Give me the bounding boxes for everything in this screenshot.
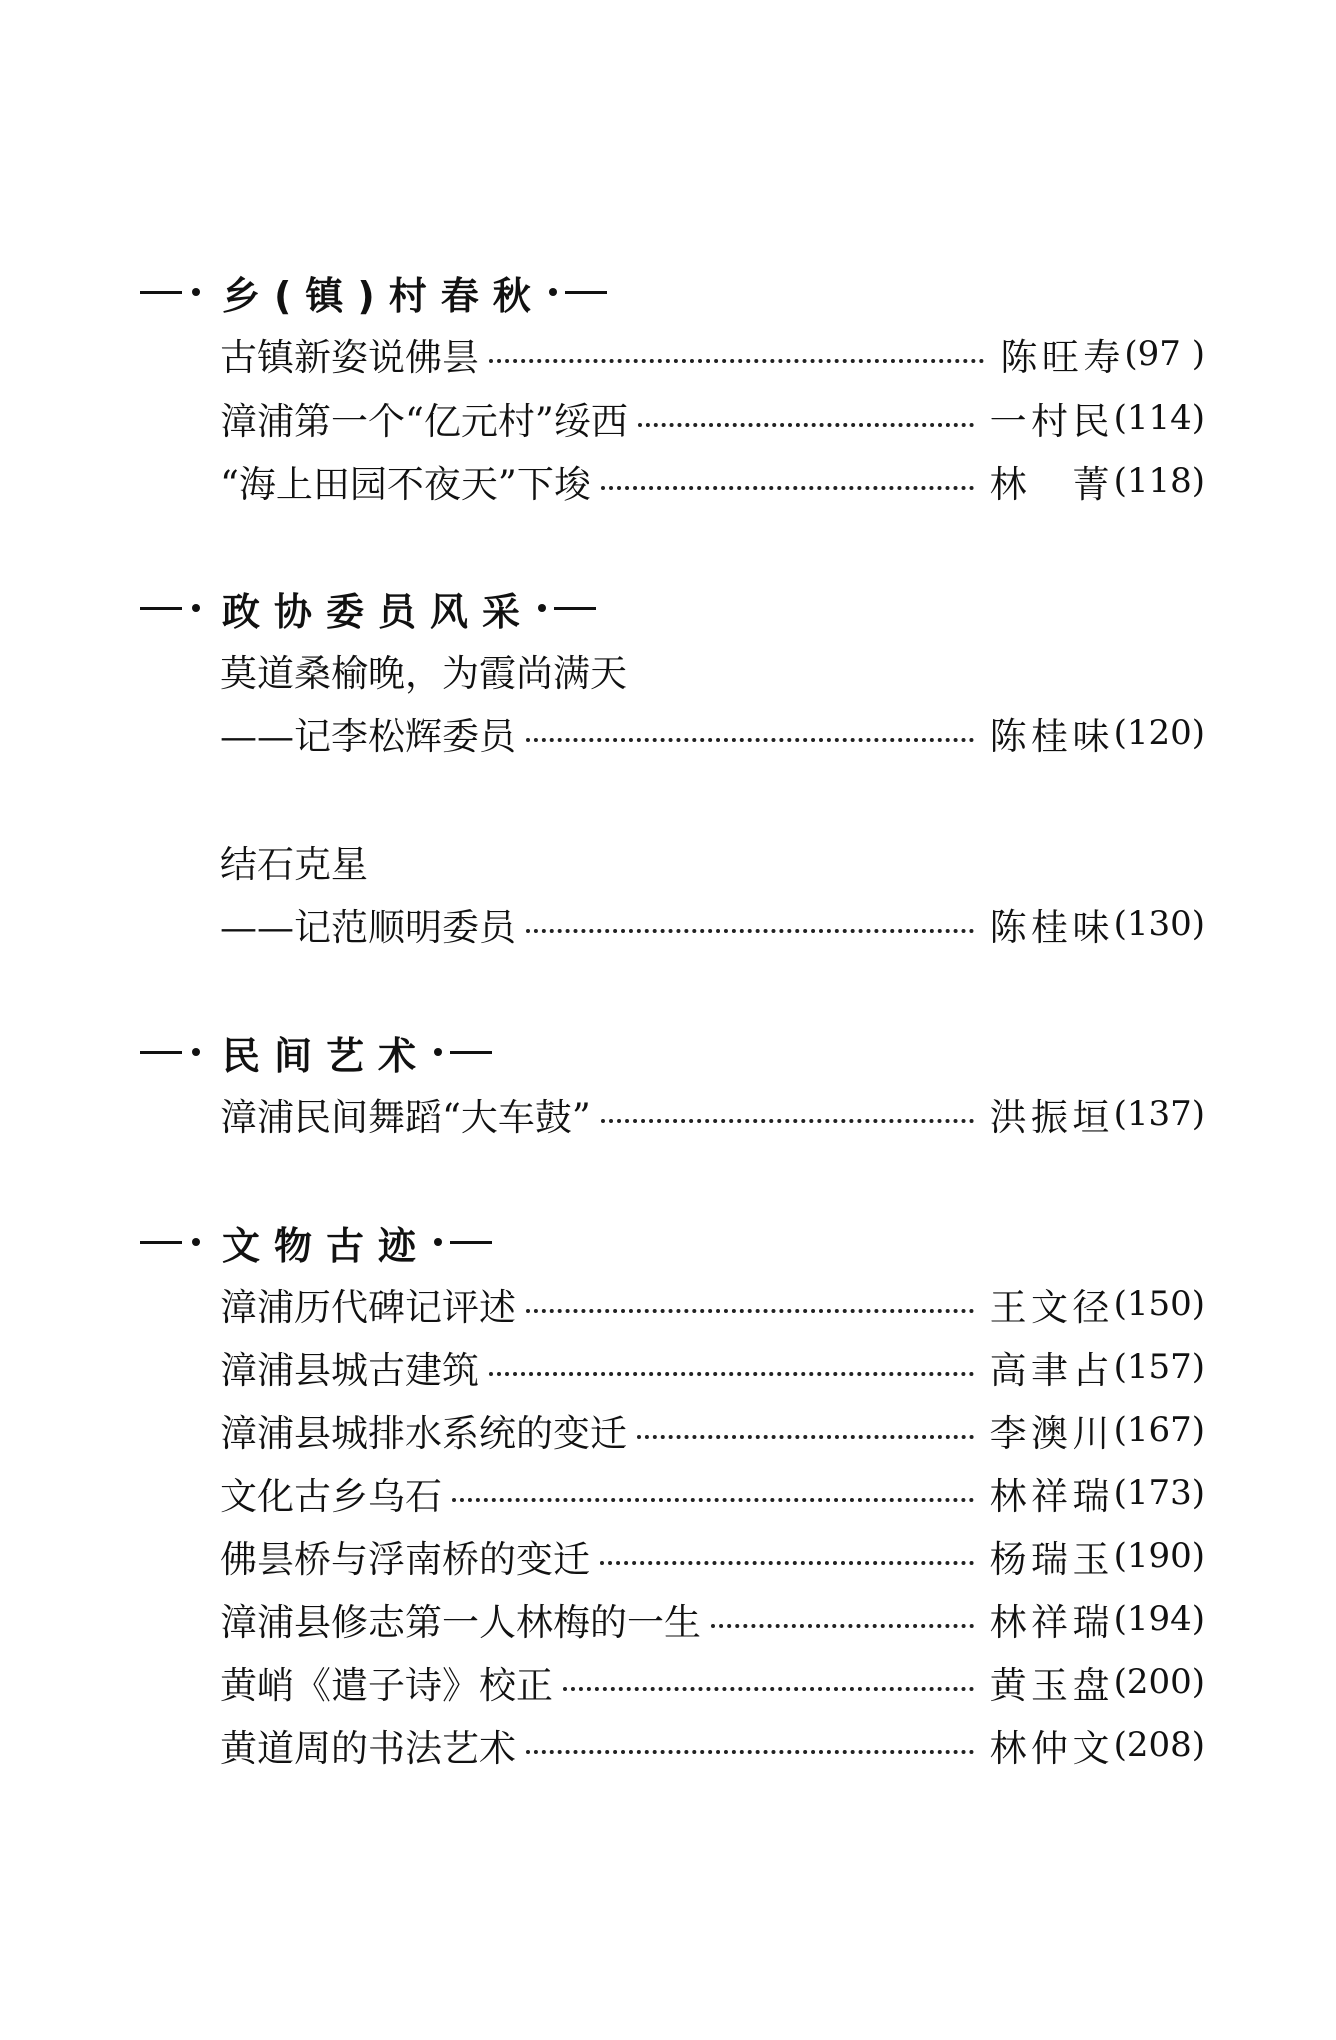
entry-page: (173)	[1113, 1473, 1205, 1513]
entry-title: 文化古乡乌石	[220, 1475, 442, 1518]
heading-dot	[192, 288, 200, 296]
entry-author: 陈桂味	[989, 906, 1110, 949]
dot-leader	[711, 1624, 974, 1628]
entry-title: 古镇新姿说佛昙	[220, 336, 479, 379]
section-heading-2	[140, 578, 596, 638]
toc-entry[interactable]	[220, 1464, 1205, 1522]
entry-title: “海上田园不夜天”下埈	[220, 463, 591, 506]
entry-author: 林 菁	[989, 463, 1110, 506]
entry-page: (120)	[1113, 713, 1205, 753]
heading-dot	[192, 1238, 200, 1246]
heading-dot	[192, 1048, 200, 1056]
heading-rule-right	[450, 1051, 492, 1054]
dot-leader	[638, 423, 974, 427]
section-heading-text: 文物古迹	[222, 1223, 431, 1268]
section-heading-1	[140, 262, 607, 322]
entry-author: 李澳川	[989, 1412, 1110, 1455]
article-title: 结石克星	[220, 843, 368, 886]
dot-leader	[526, 929, 974, 933]
heading-rule-left	[140, 1051, 182, 1054]
entry-author: 黄玉盘	[989, 1664, 1110, 1707]
entry-author: 林仲文	[989, 1727, 1110, 1770]
entry-title: 漳浦县修志第一人林梅的一生	[220, 1601, 701, 1644]
entry-page: (200)	[1113, 1662, 1205, 1702]
heading-rule-left	[140, 607, 182, 610]
entry-page: (114)	[1113, 398, 1205, 438]
entry-author: 一村民	[989, 400, 1110, 443]
heading-rule-right	[565, 291, 607, 294]
dot-leader	[489, 1372, 974, 1376]
toc-entry[interactable]	[220, 1653, 1205, 1711]
dot-leader	[601, 486, 974, 490]
heading-rule-right	[554, 607, 596, 610]
entry-author: 王文径	[989, 1286, 1110, 1329]
heading-rule-left	[140, 1241, 182, 1244]
toc-entry[interactable]	[220, 452, 1205, 510]
heading-dot	[434, 1238, 442, 1246]
article-title: 莫道桑榆晚，为霞尚满天	[220, 652, 627, 695]
toc-entry[interactable]	[220, 325, 1205, 383]
dot-leader	[637, 1435, 974, 1439]
entry-page: (118)	[1113, 461, 1205, 501]
toc-entry[interactable]	[220, 1275, 1205, 1333]
entry-author: 洪振垣	[989, 1096, 1110, 1139]
toc-entry[interactable]	[220, 1716, 1205, 1774]
entry-title: 黄峭《遣子诗》校正	[220, 1664, 553, 1707]
heading-rule-right	[450, 1241, 492, 1244]
entry-page: (157)	[1113, 1347, 1205, 1387]
toc-entry[interactable]	[220, 1527, 1205, 1585]
entry-title: 漳浦历代碑记评述	[220, 1286, 516, 1329]
toc-entry[interactable]	[220, 1401, 1205, 1459]
entry-title: 漳浦县城排水系统的变迁	[220, 1412, 627, 1455]
entry-page: (190)	[1113, 1536, 1205, 1576]
heading-dot	[192, 604, 200, 612]
toc-entry[interactable]	[220, 1590, 1205, 1648]
entry-page: (130)	[1113, 904, 1205, 944]
toc-entry[interactable]	[220, 704, 1205, 762]
entry-title: 漳浦第一个“亿元村”绥西	[220, 400, 628, 443]
section-heading-3	[140, 1022, 492, 1082]
heading-dot	[549, 288, 557, 296]
section-heading-text: 乡(镇)村春秋	[222, 273, 545, 318]
toc-entry[interactable]	[220, 895, 1205, 953]
toc-entry[interactable]	[220, 1085, 1205, 1143]
dot-leader	[526, 1309, 974, 1313]
dot-leader	[526, 1750, 974, 1754]
dot-leader	[601, 1119, 974, 1123]
dot-leader	[489, 359, 984, 363]
entry-page: (167)	[1113, 1410, 1205, 1450]
entry-author: 陈旺寿	[1000, 336, 1121, 379]
entry-subtitle: ——记范顺明委员	[220, 906, 516, 949]
dot-leader	[526, 738, 974, 742]
toc-entry[interactable]	[220, 1338, 1205, 1396]
section-heading-4	[140, 1212, 492, 1272]
entry-title: 佛昙桥与浮南桥的变迁	[220, 1538, 590, 1581]
section-heading-text: 民间艺术	[222, 1033, 431, 1078]
entry-title: 漳浦民间舞蹈“大车鼓”	[220, 1096, 591, 1139]
dot-leader	[600, 1561, 974, 1565]
entry-page: (137)	[1113, 1094, 1205, 1134]
entry-page: (150)	[1113, 1284, 1205, 1324]
heading-dot	[538, 604, 546, 612]
entry-author: 陈桂味	[989, 715, 1110, 758]
entry-title: 黄道周的书法艺术	[220, 1727, 516, 1770]
entry-author: 杨瑞玉	[989, 1538, 1110, 1581]
entry-author: 林祥瑞	[989, 1601, 1110, 1644]
heading-rule-left	[140, 291, 182, 294]
toc-entry[interactable]	[220, 389, 1205, 447]
entry-title: 漳浦县城古建筑	[220, 1349, 479, 1392]
entry-subtitle: ——记李松辉委员	[220, 715, 516, 758]
entry-page: (208)	[1113, 1725, 1205, 1765]
entry-author: 林祥瑞	[989, 1475, 1110, 1518]
dot-leader	[563, 1687, 974, 1691]
entry-author: 高聿占	[989, 1349, 1110, 1392]
section-heading-text: 政协委员风采	[222, 589, 535, 634]
entry-page: (97 )	[1124, 334, 1205, 374]
entry-page: (194)	[1113, 1599, 1205, 1639]
heading-dot	[434, 1048, 442, 1056]
dot-leader	[452, 1498, 974, 1502]
